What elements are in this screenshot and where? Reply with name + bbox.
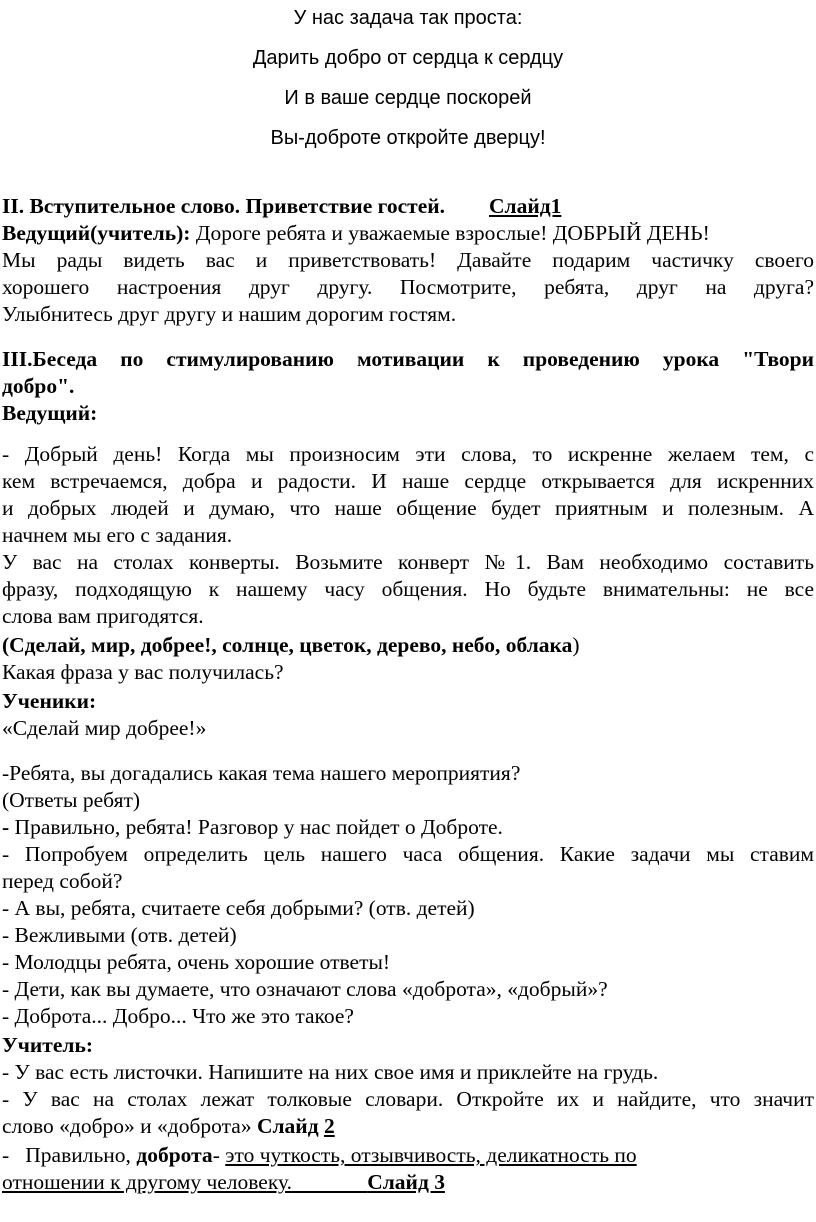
good-answers-line: - Молодцы ребята, очень хорошие ответы! xyxy=(2,950,391,974)
para-line-7: слова вам пригодятся. xyxy=(2,604,204,628)
section-2-para-line-4: Улыбнитесь друг другу и нашим дорогим гостям. xyxy=(2,302,457,326)
section-2-para-line-3: хорошего настроения друг другу. Посмотрите, ребята, друг на друга? xyxy=(2,275,814,299)
dictionary-line-1: - У вас на столах лежат толковые словари. Откройте их и найдите, что значит xyxy=(2,1087,814,1111)
definition-text-1: это чуткость, отзывчивость, деликатность по xyxy=(225,1143,637,1167)
goal-line-1: - Попробуем определить цель нашего часа общения. Какие задачи мы ставим xyxy=(2,842,814,866)
teacher-label: Учитель: xyxy=(2,1033,93,1057)
definition-line-2 xyxy=(2,1169,814,1196)
para-line-3: и добрых людей и думаю, что наше общение будет приятным и полезным. А xyxy=(2,496,814,520)
poem-line-4: Вы-доброте откройте дверцу! xyxy=(270,127,546,149)
word-list: (Сделай, мир, добрее!, солнце, цветок, дерево, небо, облака xyxy=(2,633,573,657)
students-answer: «Сделай мир добрее!» xyxy=(2,716,207,740)
kind-line: - А вы, ребята, считаете себя добрыми? (отв. детей) xyxy=(2,896,475,920)
right-line: - Правильно, ребята! Разговор у нас пойдет о Доброте. xyxy=(2,815,503,839)
poem-line-2: Дарить добро от сердца к сердцу xyxy=(252,47,564,69)
students-label: Ученики: xyxy=(2,689,97,713)
leader-label: Ведущий: xyxy=(2,401,98,425)
section-2-heading-line xyxy=(2,193,814,220)
section-2-para-line-1 xyxy=(2,220,814,247)
question-line: Какая фраза у вас получилась? xyxy=(2,660,284,684)
para-line-5: У вас на столах конверты. Возьмите конверт №1. Вам необходимо составить xyxy=(2,550,814,574)
sheets-line: - У вас есть листочки. Напишите на них свое имя и приклейте на грудь. xyxy=(2,1060,659,1084)
definition-line-1: - Правильно, доброта- это чуткость, отзывчивость, деликатность по xyxy=(2,1143,637,1167)
polite-line: - Вежливыми (отв. детей) xyxy=(2,923,237,947)
para-line-2: кем встречаемся, добра и радости. И наше сердце открывается для искренних xyxy=(2,469,814,493)
section-3-heading-line-1: III.Беседа по стимулированию мотивации к проведению урока "Твори xyxy=(2,347,814,371)
slide-1-label: Слайд1 xyxy=(489,194,562,218)
answers-line: (Ответы ребят) xyxy=(2,788,141,812)
poem-line-1: У нас задача так проста: xyxy=(293,7,523,29)
slide-2-label: Слайд 2 xyxy=(256,1114,335,1138)
words-meaning-line: - Дети, как вы думаете, что означают слова «доброта», «добрый»? xyxy=(2,977,608,1001)
word-list-line: (Сделай, мир, добрее!, солнце, цветок, дерево, небо, облака) xyxy=(2,633,580,657)
section-2-heading: II. Вступительное слово. Приветствие гостей. xyxy=(2,194,445,218)
slide-3-label: Слайд 3 xyxy=(367,1170,445,1194)
section-2-para-line-2: Мы рады видеть вас и приветствовать! Давайте подарим частичку своего xyxy=(2,248,814,272)
guess-line: -Ребята, вы догадались какая тема нашего мероприятия? xyxy=(2,761,521,785)
greeting-text: Дороге ребята и уважаемые взрослые! ДОБРЫЙ ДЕНЬ! xyxy=(190,221,710,245)
poem-line-3: И в ваше сердце поскорей xyxy=(284,87,532,109)
para-line-1: - Добрый день! Когда мы произносим эти слова, то искренне желаем тем, с xyxy=(2,442,814,466)
leader-teacher-label: Ведущий(учитель): xyxy=(2,221,191,245)
para-line-4: начнем мы его с задания. xyxy=(2,523,233,547)
goal-line-2: перед собой? xyxy=(2,869,123,893)
dictionary-line-2: слово «добро» и «доброта» Слайд 2 xyxy=(2,1114,335,1138)
section-3-heading-line-2: добро". xyxy=(2,374,75,398)
what-is-it-line: - Доброта... Добро... Что же это такое? xyxy=(2,1004,354,1028)
para-line-6: фразу, подходящую к нашему часу общения. Но будьте внимательны: не все xyxy=(2,577,814,601)
definition-text-2: отношении к другому человеку. xyxy=(2,1170,292,1194)
kindness-term: доброта xyxy=(136,1143,213,1167)
